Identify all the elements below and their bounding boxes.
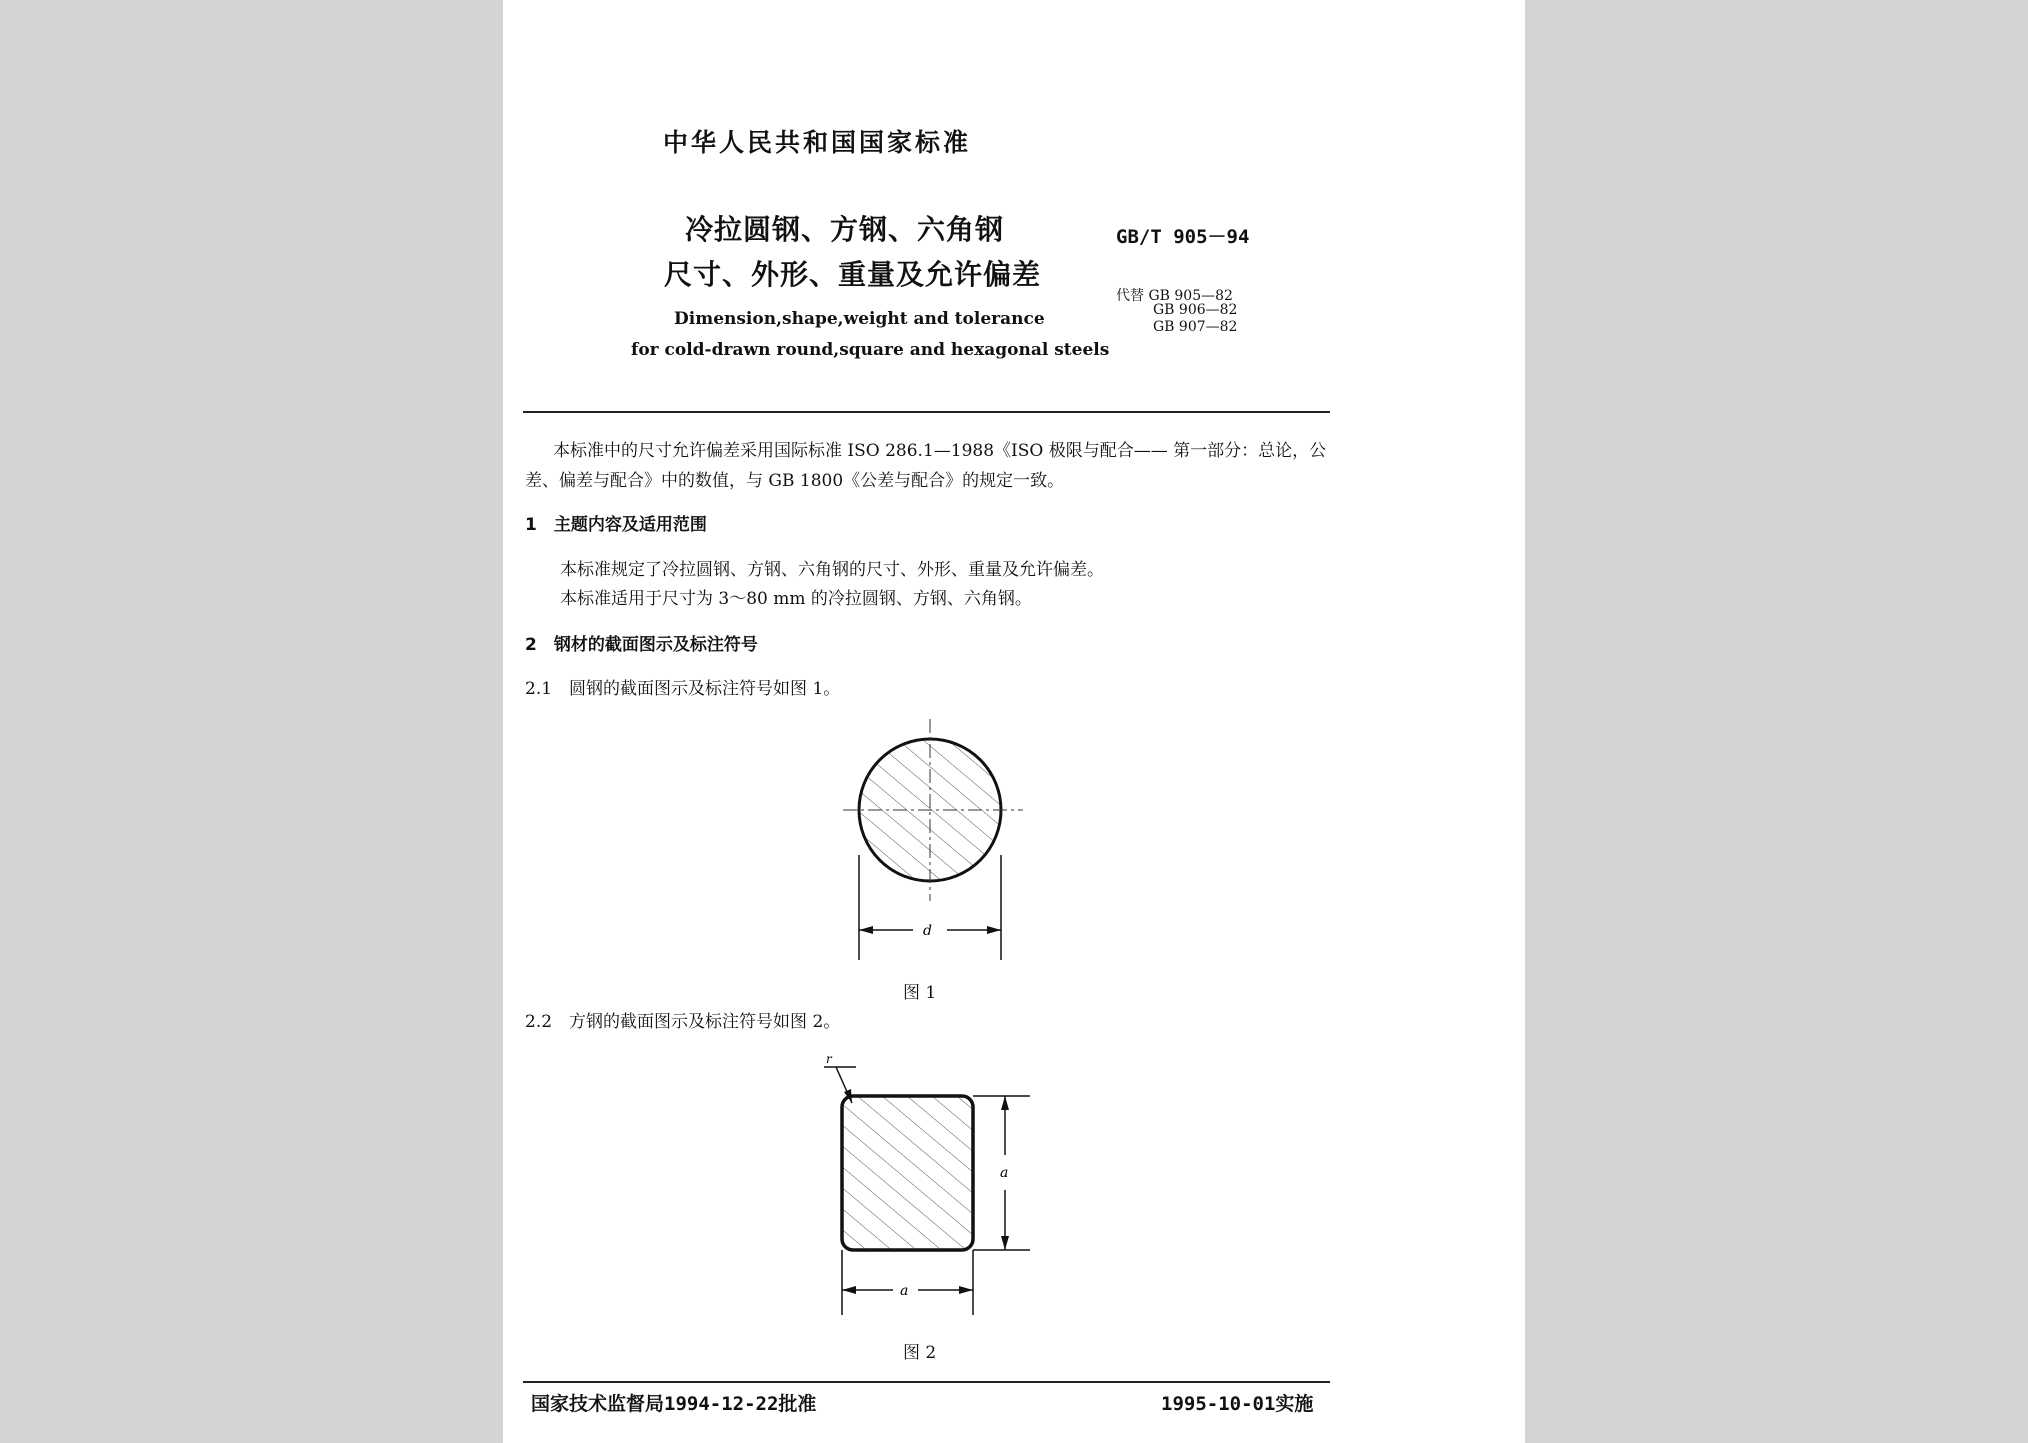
national-standard-label: 中华人民共和国国家标准 xyxy=(663,128,972,157)
replaces-item: GB 906—82 xyxy=(1153,302,1238,318)
dimension-label-d: d xyxy=(923,923,932,939)
standard-number: GB/T 905－94 xyxy=(1116,226,1250,248)
english-title-line-2: for cold-drawn round,square and hexagonal steels xyxy=(631,340,1110,360)
radius-label: r xyxy=(826,1052,832,1066)
dimension-label-width: a xyxy=(900,1283,909,1299)
implementation-date: 1995-10-01实施 xyxy=(1161,1393,1314,1415)
dimension-label-height: a xyxy=(1000,1165,1009,1181)
title-line-1: 冷拉圆钢、方钢、六角钢 xyxy=(685,213,1005,246)
footer-divider xyxy=(523,1381,1330,1383)
section-1-heading: 1 主题内容及适用范围 xyxy=(525,515,707,535)
arrowhead xyxy=(959,1286,973,1294)
square-steel-figure xyxy=(808,1052,1028,1320)
figure-1-caption: 图 1 xyxy=(903,983,937,1003)
replaces-item: GB 905—82 xyxy=(1148,288,1233,304)
intro-line-1: 本标准中的尺寸允许偏差采用国际标准 ISO 286.1—1988《ISO 极限与配合—— 第一部分：总论，公 xyxy=(553,441,1327,461)
replaces-label: 代替 xyxy=(1116,288,1144,304)
arrowhead xyxy=(1001,1096,1009,1110)
arrowhead xyxy=(987,926,1001,934)
replaces-item: GB 907—82 xyxy=(1153,319,1238,335)
english-title-line-1: Dimension,shape,weight and tolerance xyxy=(674,309,1045,329)
title-line-2: 尺寸、外形、重量及允许偏差 xyxy=(664,258,1042,291)
figure-2-caption: 图 2 xyxy=(903,1343,937,1363)
square-section-outline xyxy=(842,1096,973,1250)
arrowhead xyxy=(1001,1236,1009,1250)
section-1-line-1: 本标准规定了冷拉圆钢、方钢、六角钢的尺寸、外形、重量及允许偏差。 xyxy=(560,560,1104,580)
intro-line-2: 差、偏差与配合》中的数值，与 GB 1800《公差与配合》的规定一致。 xyxy=(525,471,1065,491)
arrowhead xyxy=(859,926,873,934)
approval-date: 国家技术监督局1994-12-22批准 xyxy=(531,1393,817,1415)
arrowhead xyxy=(842,1286,856,1294)
section-1-line-2: 本标准适用于尺寸为 3～80 mm 的冷拉圆钢、方钢、六角钢。 xyxy=(560,589,1032,609)
header-divider xyxy=(523,411,1330,413)
round-steel-figure xyxy=(843,715,1023,960)
section-2-heading: 2 钢材的截面图示及标注符号 xyxy=(525,635,758,655)
section-2-1-text: 2.1 圆钢的截面图示及标注符号如图 1。 xyxy=(525,679,841,699)
document-page xyxy=(503,0,1525,1443)
section-2-2-text: 2.2 方钢的截面图示及标注符号如图 2。 xyxy=(525,1012,841,1032)
